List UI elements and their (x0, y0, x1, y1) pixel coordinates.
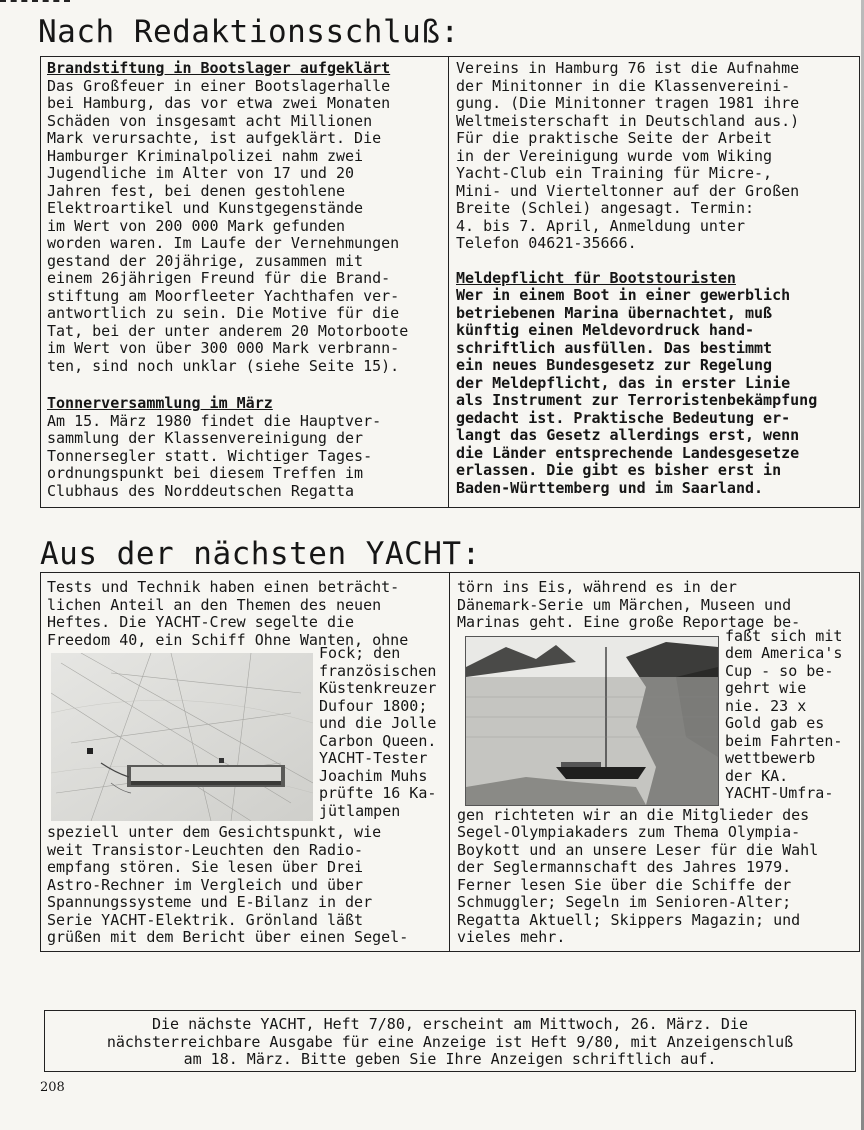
text-line: die Länder entsprechende Landesgesetze (456, 443, 800, 462)
text-line: als Instrument zur Terroristenbekämpfung (456, 391, 818, 409)
text-line: faßt sich mit (725, 626, 843, 645)
text-line: ten, sind noch unklar (siehe Seite 15). (47, 356, 400, 375)
text-line: künftig einen Meldevordruck hand- (456, 321, 755, 339)
text-line: Mini- und Vierteltonner auf der Großen (456, 181, 800, 200)
text-line: Segel-Olympiakaders zum Thema Olympia- (457, 823, 801, 841)
text-line: Marinas geht. Eine große Reportage be- (457, 613, 801, 631)
text-line: Clubhaus des Norddeutschen Regatta (47, 481, 355, 500)
text-line: der KA. (725, 766, 789, 785)
text-line: gung. (Die Minitonner tragen 1981 ihre (456, 94, 800, 112)
text-line: Die nächste YACHT, Heft 7/80, erscheint am Mittwoch, 26. März. Die (151, 1015, 749, 1033)
text-line: Breite (Schlei) angesagt. Termin: (456, 199, 755, 217)
preview-right-bottom-text (457, 807, 853, 947)
article-body-meldepflicht (456, 287, 853, 497)
text-line: prüfte 16 Ka- (319, 784, 437, 802)
next-issue-notice-box (44, 1010, 856, 1072)
text-line: Tonnersegler statt. Wichtiger Tages- (47, 446, 373, 465)
text-line: langt das Gesetz allerdings erst, wenn (456, 426, 800, 444)
text-line: Tests und Technik haben einen beträcht- (47, 578, 400, 596)
text-line: Das Großfeuer in einer Bootslagerhalle (47, 76, 391, 95)
text-line: Vereins in Hamburg 76 ist die Aufnahme (456, 59, 800, 77)
text-line: Weltmeisterschaft in Deutschland aus.) (456, 111, 800, 130)
page-number: 208 (40, 1080, 65, 1095)
lamp-test-image (51, 653, 313, 821)
text-line: beim Fahrten- (725, 731, 843, 750)
preview-left-bottom-text (47, 824, 443, 947)
text-line: 4. bis 7. April, Anmeldung unter (456, 216, 745, 235)
article-body-brandstiftung (47, 78, 442, 376)
text-line: Ferner lesen Sie über die Schiffe der (457, 875, 792, 894)
text-line: gen richteten wir an die Mitglieder des (457, 805, 810, 824)
text-line: im Wert von über 300 000 Mark verbrann- (47, 339, 400, 357)
text-line: Wer in einem Boot in einer gewerblich (456, 286, 791, 304)
sailboat-image (466, 637, 718, 805)
text-line: speziell unter dem Gesichtspunkt, wie (47, 823, 382, 841)
news-right-column (450, 57, 859, 507)
text-line: gestand der 20jährige, zusammen mit (47, 251, 364, 270)
text-line: Baden-Württemberg und im Saarland. (456, 478, 764, 497)
text-line: Dänemark-Serie um Märchen, Museen und (457, 595, 792, 614)
text-line: schriftlich ausfüllen. Das bestimmt (456, 338, 773, 357)
text-line: ein neues Bundesgesetz zur Regelung (456, 356, 773, 374)
preview-left-column (41, 573, 449, 951)
text-line: lichen Anteil an den Themen des neuen (47, 595, 382, 614)
text-line: antwortlich zu sein. Die Motive für die (47, 304, 400, 322)
preview-column-divider (449, 573, 450, 951)
text-line: Regatta Aktuell; Skippers Magazin; und (457, 910, 801, 929)
article-body-tonnerversammlung-cont (456, 60, 853, 253)
text-line: Heftes. Die YACHT-Crew segelte die (47, 613, 355, 631)
lamp-test-photo (51, 653, 313, 821)
text-line: Cup - so be- (725, 661, 834, 680)
text-line: ordnungspunkt bei diesem Treffen im (47, 464, 364, 482)
text-line: worden waren. Im Laufe der Vernehmungen (47, 234, 400, 252)
text-line: weit Transistor-Leuchten den Radio- (47, 840, 364, 859)
text-line: Yacht-Club ein Training für Micre-, (456, 164, 773, 182)
text-line: Fock; den (319, 644, 401, 662)
text-line: im Wert von 200 000 Mark gefunden (47, 216, 346, 235)
text-line: Mark verursachte, ist aufgeklärt. Die (47, 129, 382, 147)
preview-right-column (451, 573, 859, 951)
text-line: jütlampen (319, 801, 401, 820)
text-line: Serie YACHT-Elektrik. Grönland läßt (47, 910, 364, 929)
text-line: bei Hamburg, das vor etwa zwei Monaten (47, 94, 391, 112)
preview-right-wrap-text (725, 628, 861, 803)
section-heading-redaktionsschluss: Nach Redaktionsschluß: (38, 14, 460, 50)
text-line: der Seglermannschaft des Jahres 1979. (457, 858, 792, 876)
text-line: YACHT-Tester (319, 749, 428, 767)
text-line: in der Vereinigung wurde vom Wiking (456, 146, 773, 165)
text-line: törn ins Eis, während es in der (457, 578, 737, 596)
text-line: erlassen. Die gibt es bisher erst in (456, 461, 782, 479)
text-line: Tat, bei der unter anderem 20 Motorboote (47, 321, 409, 340)
text-line: Elektroartikel und Kunstgegenstände (47, 199, 364, 217)
preview-left-top-text (47, 579, 443, 649)
text-line: Joachim Muhs (319, 766, 428, 785)
text-line: vieles mehr. (457, 928, 566, 946)
text-line: Boykott und an unsere Leser für die Wahl (457, 840, 819, 859)
sailboat-photo (465, 636, 719, 806)
text-line: der Minitonner in die Klassenvereini- (456, 76, 791, 95)
preview-left-wrap-text (319, 645, 449, 820)
text-line: grüßen mit dem Bericht über einen Segel- (47, 928, 409, 946)
preview-right-top-text (457, 579, 853, 632)
text-line: Jahren fest, bei denen gestohlene (47, 181, 346, 200)
next-issue-notice-text (45, 1016, 855, 1069)
text-line: Gold gab es (725, 714, 825, 732)
text-line: und die Jolle (319, 714, 437, 732)
text-line: wettbewerb (725, 749, 816, 767)
section-heading-naechste-yacht: Aus der nächsten YACHT: (40, 536, 481, 572)
text-line: Hamburger Kriminalpolizei nahm zwei (47, 146, 364, 165)
text-line: nächsterreichbare Ausgabe für eine Anzeige ist Heft 9/80, mit Anzeigenschluß (106, 1032, 794, 1051)
news-left-column (41, 57, 448, 507)
text-line: Für die praktische Seite der Arbeit (456, 129, 773, 147)
text-line: gedacht ist. Praktische Bedeutung er- (456, 408, 791, 427)
text-line: einem 26jährigen Freund für die Brand- (47, 269, 391, 287)
text-line: Schäden von insgesamt acht Millionen (47, 111, 373, 130)
text-line: gehrt wie (725, 679, 807, 697)
top-dashed-rule (0, 0, 70, 2)
text-line: YACHT-Umfra- (725, 784, 834, 802)
article-title-tonnerversammlung: Tonnerversammlung im März (47, 394, 273, 412)
text-line: Carbon Queen. (319, 731, 437, 750)
text-line: empfang stören. Sie lesen über Drei (47, 858, 364, 876)
text-line: dem America's (725, 644, 843, 662)
text-line: betriebenen Marina übernachtet, muß (456, 303, 773, 322)
text-line: Am 15. März 1980 findet die Hauptver- (47, 411, 382, 430)
text-line: nie. 23 x (725, 696, 807, 715)
text-line: Spannungssysteme und E-Bilanz in der (47, 893, 373, 911)
article-title-meldepflicht: Meldepflicht für Bootstouristen (456, 268, 736, 287)
text-line: Astro-Rechner im Vergleich und über (47, 875, 364, 894)
text-line: Telefon 04621-35666. (456, 234, 637, 252)
text-line: am 18. März. Bitte geben Sie Ihre Anzeigen schriftlich auf. (183, 1050, 717, 1068)
text-line: stiftung am Moorfleeter Yachthafen ver- (47, 286, 400, 305)
text-line: Jugendliche im Alter von 17 und 20 (47, 164, 355, 182)
news-column-divider (448, 57, 449, 507)
news-box (40, 56, 860, 508)
text-line: der Meldepflicht, das in erster Linie (456, 373, 791, 392)
text-line: französischen (319, 661, 437, 680)
text-line: sammlung der Klassenvereinigung der (47, 429, 364, 447)
text-line: Freedom 40, ein Schiff Ohne Wanten, ohne (47, 630, 409, 649)
text-line: Küstenkreuzer (319, 679, 437, 697)
preview-box (40, 572, 860, 952)
text-line: Dufour 1800; (319, 696, 428, 715)
article-body-tonnerversammlung (47, 413, 442, 501)
article-title-brandstiftung: Brandstiftung in Bootslager aufgeklärt (47, 59, 391, 77)
text-line: Schmuggler; Segeln im Senioren-Alter; (457, 893, 792, 911)
